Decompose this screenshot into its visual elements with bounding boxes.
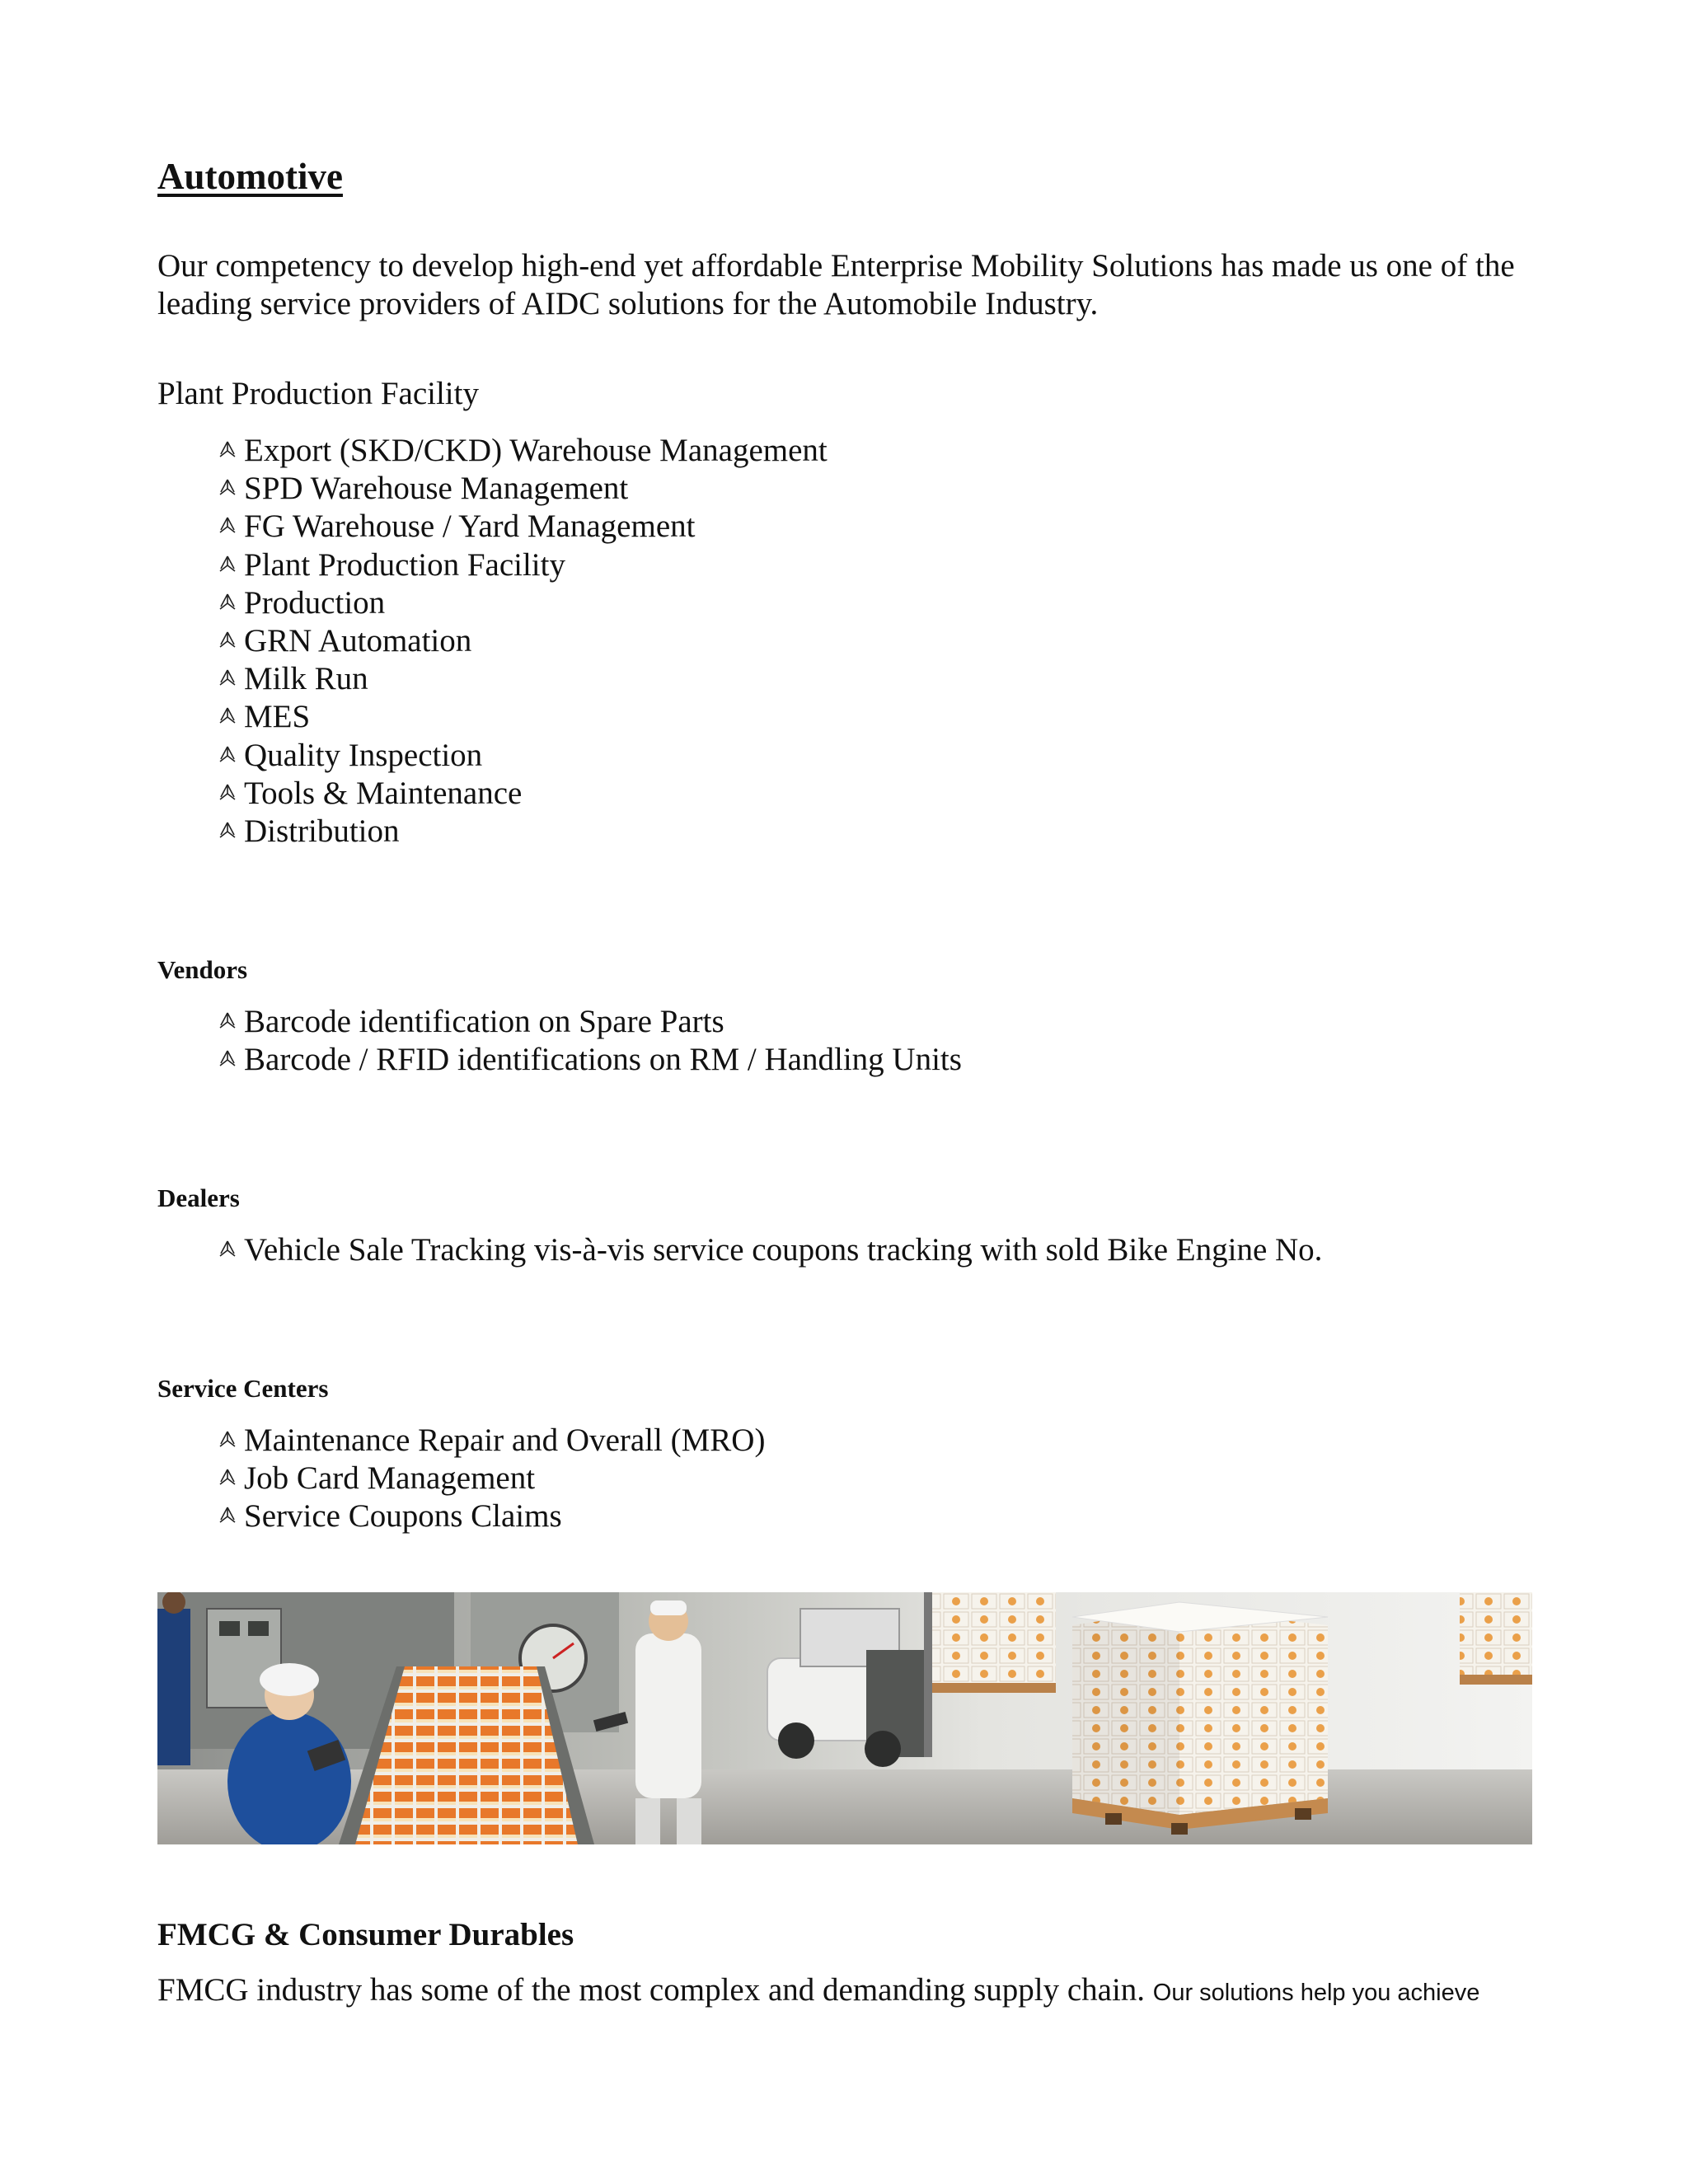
list-item (218, 775, 828, 813)
service-centers-heading: Service Centers (157, 1374, 329, 1403)
list-item-label: Maintenance Repair and Overall (MRO) (244, 1422, 766, 1458)
list-item-label: Distribution (244, 813, 400, 849)
list-item-label: GRN Automation (244, 622, 472, 658)
list-item-label: Production (244, 584, 386, 621)
bullet-arrow-icon (218, 1231, 244, 1269)
warehouse-production-photo (157, 1592, 1532, 1844)
bullet-arrow-icon (218, 1041, 244, 1079)
list-item-label: Barcode identification on Spare Parts (244, 1004, 724, 1039)
vendors-list (218, 1003, 962, 1079)
list-item-label: Export (SKD/CKD) Warehouse Management (244, 433, 828, 468)
bullet-arrow-icon (218, 1460, 244, 1497)
list-item (218, 698, 828, 736)
bullet-arrow-icon (218, 1497, 244, 1535)
plant-items-list (218, 432, 828, 851)
fmcg-text (157, 1971, 1479, 2008)
list-item-label: Vehicle Sale Tracking vis-à-vis service coupons tracking with sold Bike Engine No. (244, 1232, 1323, 1268)
list-item-label: Quality Inspection (244, 737, 483, 773)
fmcg-heading: FMCG & Consumer Durables (157, 1917, 574, 1952)
bullet-arrow-icon (218, 1003, 244, 1041)
bullet-arrow-icon (218, 432, 244, 470)
list-item-label: MES (244, 699, 311, 735)
list-item (218, 1231, 1322, 1269)
list-item (218, 1041, 962, 1079)
list-item-label: FG Warehouse / Yard Management (244, 509, 696, 545)
list-item-label: SPD Warehouse Management (244, 471, 629, 507)
list-item (218, 813, 828, 851)
list-item-label: Job Card Management (244, 1460, 536, 1497)
plant-production-title: Plant Production Facility (157, 376, 479, 411)
bullet-arrow-icon (218, 508, 244, 546)
service-centers-list (218, 1422, 765, 1536)
list-item (218, 660, 828, 698)
list-item-label: Plant Production Facility (244, 546, 565, 583)
bullet-arrow-icon (218, 622, 244, 660)
bullet-arrow-icon (218, 775, 244, 813)
list-item (218, 1497, 765, 1535)
list-item (218, 432, 828, 470)
bullet-arrow-icon (218, 698, 244, 736)
list-item (218, 622, 828, 660)
vendors-heading: Vendors (157, 955, 248, 984)
list-item (218, 1003, 962, 1041)
dealers-list (218, 1231, 1322, 1269)
bullet-arrow-icon (218, 546, 244, 584)
automotive-intro: Our competency to develop high-end yet affordable Enterprise Mobility Solutions has made us one of the leading service providers of AIDC solutions for the Automobile Industry. (157, 248, 1515, 321)
fmcg-text-small: Our solutions help you achieve (1152, 1980, 1480, 2006)
list-item (218, 1460, 765, 1497)
bullet-arrow-icon (218, 584, 244, 622)
list-item-label: Barcode / RFID identifications on RM / Handling Units (244, 1042, 962, 1078)
bullet-arrow-icon (218, 813, 244, 851)
dealers-heading: Dealers (157, 1183, 240, 1212)
bullet-arrow-icon (218, 660, 244, 698)
bullet-arrow-icon (218, 1422, 244, 1460)
bullet-arrow-icon (218, 737, 244, 775)
automotive-heading: Automotive (157, 156, 343, 197)
list-item (218, 1422, 765, 1460)
list-item (218, 508, 828, 546)
list-item-label: Milk Run (244, 661, 368, 697)
bullet-arrow-icon (218, 470, 244, 508)
list-item (218, 584, 828, 622)
list-item (218, 470, 828, 508)
fmcg-text-main: FMCG industry has some of the most complex and demanding supply chain. (157, 1972, 1146, 2008)
list-item (218, 546, 828, 584)
list-item-label: Tools & Maintenance (244, 775, 523, 811)
list-item-label: Service Coupons Claims (244, 1498, 562, 1535)
list-item (218, 737, 828, 775)
